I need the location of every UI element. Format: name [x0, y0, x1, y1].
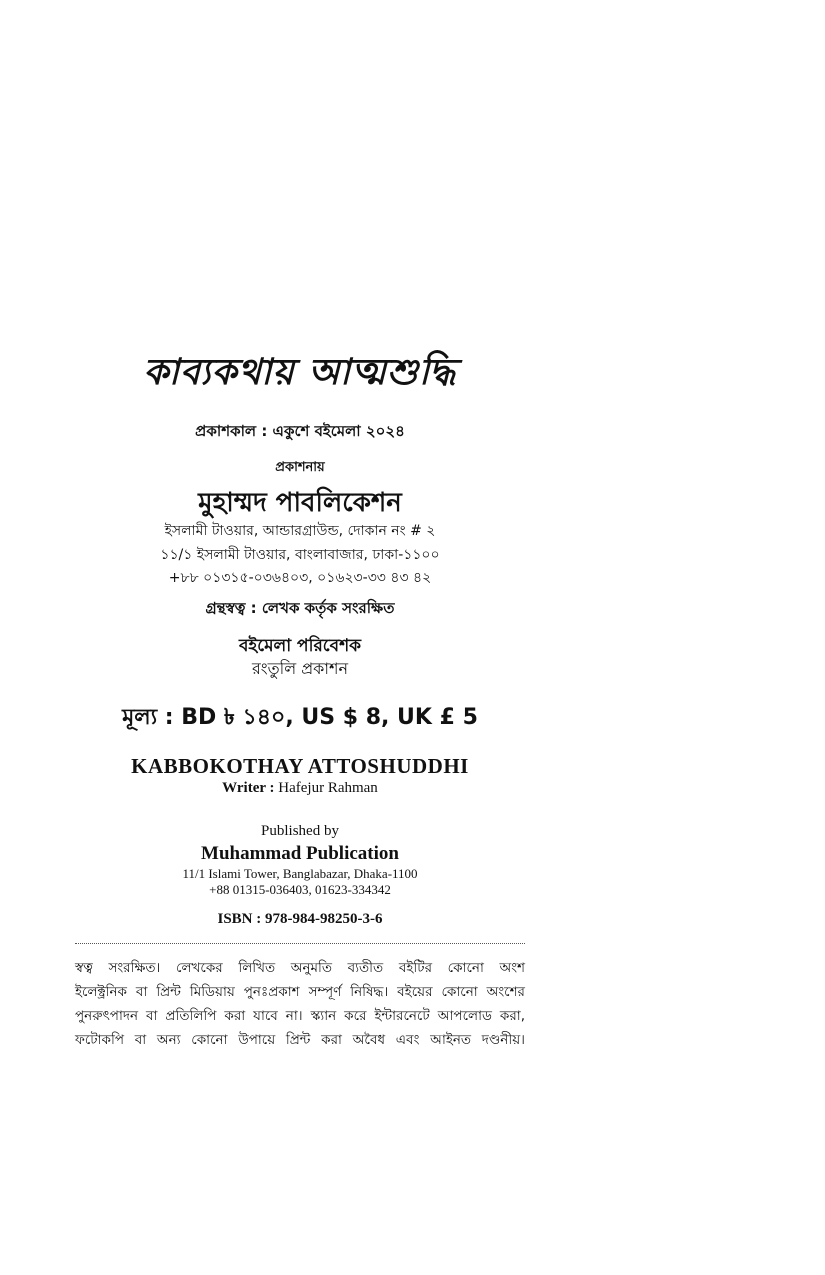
published-by-label-bengali: প্রকাশনায়	[275, 460, 325, 475]
copyright-notice	[75, 956, 525, 1052]
publisher-name-english: Muhammad Publication	[201, 843, 399, 864]
distributor-title: বইমেলা পরিবেশক	[238, 636, 362, 656]
dotted-divider	[75, 943, 525, 944]
publisher-phone-bengali: +৮৮ ০১৩১৫-০৩৬৪০৩, ০১৬২৩-৩৩ ৪৩ ৪২	[168, 570, 432, 586]
book-title-english: KABBOKOTHAY ATTOSHUDDHI	[131, 754, 469, 778]
notice-line: ইলেক্ট্রনিক বা প্রিন্ট মিডিয়ায় পুনঃপ্রকাশ সম্পূর্ণ নিষিদ্ধ। বইয়ের কোনো অংশের	[75, 984, 525, 1000]
publisher-address-english: 11/1 Islami Tower, Banglabazar, Dhaka-1100	[182, 866, 418, 881]
writer-line	[0, 780, 600, 797]
isbn: ISBN : 978-984-98250-3-6	[217, 911, 383, 927]
price-line: মূল্য : BD ৳ ১৪০, US $ 8, UK £ 5	[122, 705, 478, 730]
writer-label: Writer :	[222, 780, 275, 796]
publisher-address-line2-bengali: ১১/১ ইসলামী টাওয়ার, বাংলাবাজার, ঢাকা-১১০০	[160, 547, 440, 563]
distributor-name: রংতুলি প্রকাশন	[251, 659, 349, 678]
notice-line: ফটোকপি বা অন্য কোনো উপায়ে প্রিন্ট করা অবৈধ এবং আইনত দণ্ডনীয়।	[75, 1032, 525, 1048]
publisher-address-line1-bengali: ইসলামী টাওয়ার, আন্ডারগ্রাউন্ড, দোকান নং # ২	[164, 523, 436, 539]
publication-date: প্রকাশকাল : একুশে বইমেলা ২০২৪	[195, 422, 405, 440]
notice-line: স্বত্ব সংরক্ষিত। লেখকের লিখিত অনুমতি ব্যতীত বইটির কোনো অংশ	[75, 960, 525, 976]
copyright-statement-bengali: গ্রন্থস্বত্ব : লেখক কর্তৃক সংরক্ষিত	[205, 599, 395, 617]
writer-name: Hafejur Rahman	[278, 780, 378, 796]
notice-line: পুনরুৎপাদন বা প্রতিলিপি করা যাবে না। স্ক্যান করে ইন্টারনেটে আপলোড করা,	[75, 1008, 525, 1024]
publisher-phone-english: +88 01315-036403, 01623-334342	[209, 882, 391, 897]
publisher-name-bengali: মুহাম্মদ পাবলিকেশন	[198, 488, 402, 518]
book-title-bengali: কাব্যকথায় আত্মশুদ্ধি	[143, 352, 457, 393]
published-by-label-english: Published by	[261, 823, 339, 839]
